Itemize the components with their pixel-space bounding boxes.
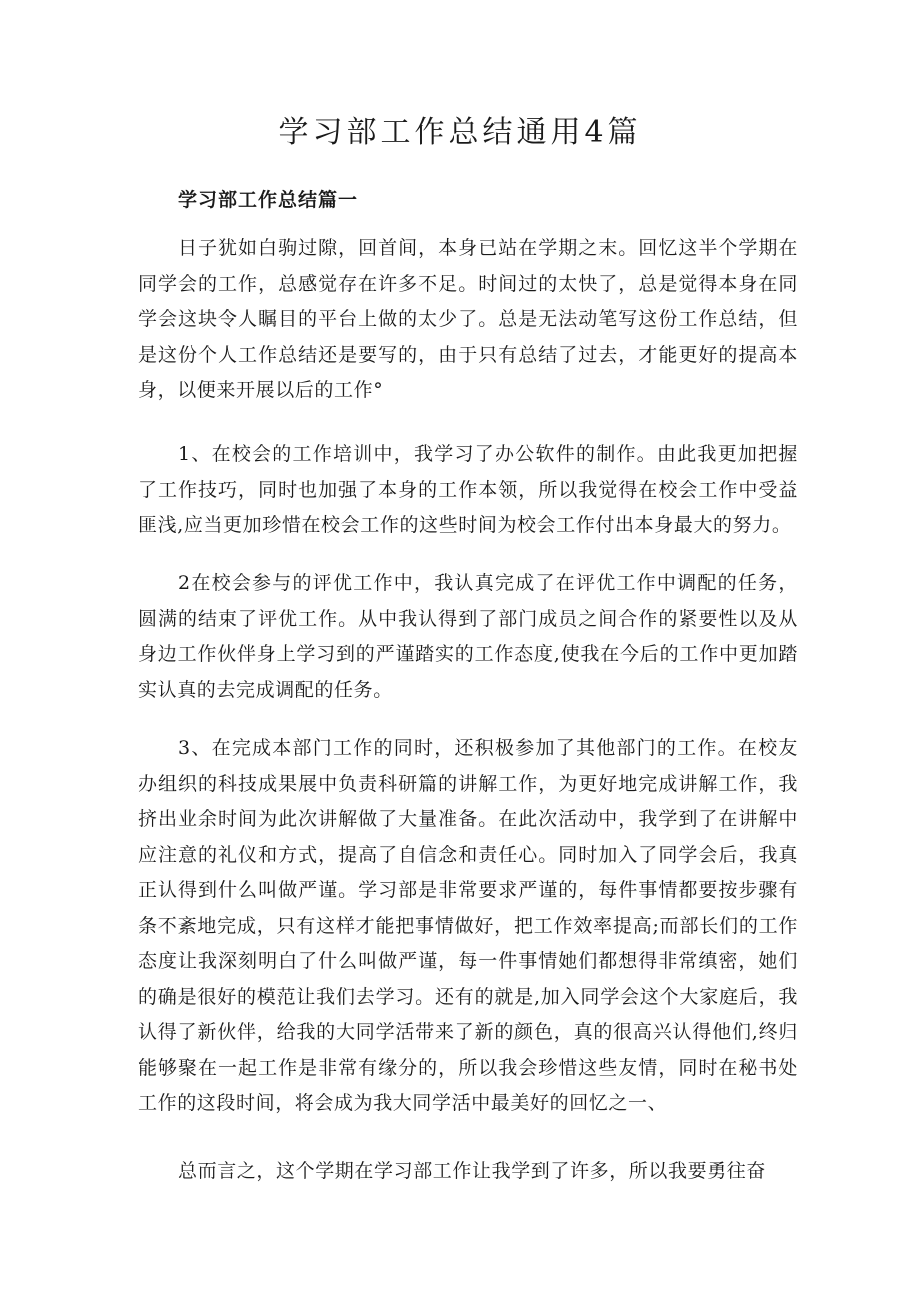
paragraph-intro: 日子犹如白驹过隙，回首间，本身已站在学期之末。回忆这半个学期在同学会的工作，总感觉存在许多不足。时间过的太快了，总是觉得本身在同学会这块令人瞩目的平台上做的太少了。总是无法动笔写这份工作总结，但是这份个人工作总结还是要写的，由于只有总结了过去，才能更好的提高本身，以便来开展以后的工作° <box>138 237 798 401</box>
paragraph-item-3: 3、在完成本部门工作的同时，还积极参加了其他部门的工作。在校友办组织的科技成果展中负责科研篇的讲解工作，为更好地完成讲解工作，我挤出业余时间为此次讲解做了大量准备。在此次活动中，我学到了在讲解中应注意的礼仪和方式，提高了自信念和责任心。同时加入了同学会后，我真正认得到什么叫做严谨。学习部是非常要求严谨的，每件事情都要按步骤有条不紊地完成，只有这样才能把事情做好，把工作效率提高;而部长们的工作态度让我深刻明白了什么叫做严谨，每一件事情她们都想得非常缜密，她们的确是很好的模范让我们去学习。还有的就是,加入同学会这个大家庭后，我认得了新伙伴，给我的大同学活带来了新的颜色，真的很高兴认得他们,终归能够聚在一起工作是非常有缘分的，所以我会珍惜这些友情，同时在秘书处工作的这段时间，将会成为我大同学活中最美好的回忆之一、 <box>138 737 798 1114</box>
paragraph-item-1: 1、在校会的工作培训中，我学习了办公软件的制作。由此我更加把握了工作技巧，同时也加强了本身的工作本领，所以我觉得在校会工作中受益匪浅,应当更加珍惜在校会工作的这些时间为校会工作付出本身最大的努力。 <box>138 443 798 536</box>
paragraph-item-2: 2在校会参与的评优工作中，我认真完成了在评优工作中调配的任务，圆满的结束了评优工作。从中我认得到了部门成员之间合作的紧要性以及从身边工作伙伴身上学习到的严谨踏实的工作态度,使我在今后的工作中更加踏实认真的去完成调配的任务。 <box>138 572 798 701</box>
section-heading: 学习部工作总结篇一 <box>178 189 359 211</box>
paragraph-conclusion: 总而言之，这个学期在学习部工作让我学到了许多，所以我要勇往奋 <box>178 1160 767 1182</box>
document-title: 学习部工作总结通用4篇 <box>278 115 642 150</box>
